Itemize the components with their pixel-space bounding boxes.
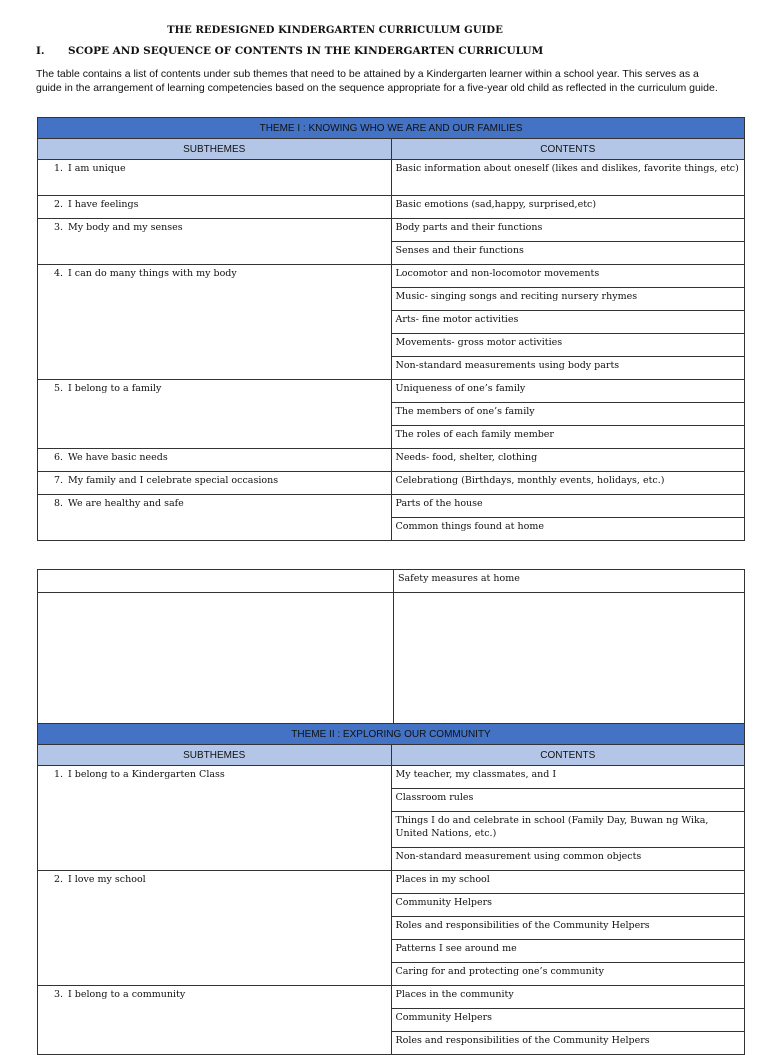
subtheme-number: 4. <box>54 268 64 279</box>
table-row <box>38 871 745 894</box>
subtheme-label: My body and my senses <box>68 222 183 233</box>
subtheme-label: I belong to a family <box>68 383 162 394</box>
content-cell: Body parts and their functions <box>391 219 745 242</box>
table-row <box>38 265 745 288</box>
content-cell: Classroom rules <box>391 789 745 812</box>
theme-2-header-row <box>38 745 745 766</box>
content-cell: Basic emotions (sad,happy, surprised,etc) <box>391 196 745 219</box>
subtheme-cell <box>38 593 394 724</box>
content-cell: Caring for and protecting one’s community <box>391 963 745 986</box>
subtheme-number: 7. <box>54 475 64 486</box>
content-cell: Movements- gross motor activities <box>391 334 745 357</box>
theme-1-body <box>38 160 745 541</box>
subtheme-cell <box>38 766 392 871</box>
theme-1-header-row <box>38 139 745 160</box>
content-cell: Safety measures at home <box>394 570 745 593</box>
subthemes-header: SUBTHEMES <box>38 139 392 160</box>
content-cell: Arts- fine motor activities <box>391 311 745 334</box>
content-cell: The members of one’s family <box>391 403 745 426</box>
section-heading <box>36 45 543 57</box>
subtheme-label: I am unique <box>68 163 126 174</box>
contents-header: CONTENTS <box>391 139 745 160</box>
content-cell: Non-standard measurement using common objects <box>391 848 745 871</box>
table-row <box>38 219 745 242</box>
content-cell: Things I do and celebrate in school (Family Day, Buwan ng Wika, United Nations, etc.) <box>391 812 745 848</box>
content-cell: Needs- food, shelter, clothing <box>391 449 745 472</box>
content-cell: Basic information about oneself (likes and dislikes, favorite things, etc) <box>391 160 745 196</box>
subtheme-label: My family and I celebrate special occasions <box>68 475 279 486</box>
content-cell: Patterns I see around me <box>391 940 745 963</box>
subtheme-label: I have feelings <box>68 199 139 210</box>
theme-2-title: THEME II : EXPLORING OUR COMMUNITY <box>38 724 745 745</box>
table-row <box>38 472 745 495</box>
subtheme-label: We are healthy and safe <box>68 498 184 509</box>
subtheme-number: 1. <box>54 769 64 780</box>
table-row <box>38 986 745 1009</box>
content-cell: Places in my school <box>391 871 745 894</box>
theme-2-table <box>37 723 745 1055</box>
subtheme-label: I belong to a Kindergarten Class <box>68 769 225 780</box>
content-cell: Community Helpers <box>391 1009 745 1032</box>
content-cell: My teacher, my classmates, and I <box>391 766 745 789</box>
intro-paragraph: The table contains a list of contents under sub themes that need to be attained by a Kindergarten learner within a school year. This serves as a guide in the arrangement of learning competencies based on the sequence appropriate for a five-year old child as reflected in the curriculum guide. <box>36 68 718 94</box>
subtheme-cell <box>38 472 392 495</box>
subtheme-cell <box>38 495 392 541</box>
subtheme-cell <box>38 196 392 219</box>
content-cell: Music- singing songs and reciting nursery rhymes <box>391 288 745 311</box>
table-row <box>38 160 745 196</box>
subtheme-number: 2. <box>54 874 64 885</box>
content-cell: Roles and responsibilities of the Community Helpers <box>391 1032 745 1055</box>
subtheme-number: 6. <box>54 452 64 463</box>
table-row <box>38 449 745 472</box>
theme-2-title-row <box>38 724 745 745</box>
subtheme-number: 2. <box>54 199 64 210</box>
content-cell: Locomotor and non-locomotor movements <box>391 265 745 288</box>
theme-2-body <box>38 766 745 1055</box>
subtheme-label: We have basic needs <box>68 452 168 463</box>
subtheme-cell <box>38 160 392 196</box>
content-cell: Senses and their functions <box>391 242 745 265</box>
content-cell: The roles of each family member <box>391 426 745 449</box>
subtheme-number: 3. <box>54 989 64 1000</box>
content-cell: Parts of the house <box>391 495 745 518</box>
table-row <box>38 495 745 518</box>
subtheme-cell <box>38 449 392 472</box>
content-cell: Uniqueness of one’s family <box>391 380 745 403</box>
content-cell: Roles and responsibilities of the Community Helpers <box>391 917 745 940</box>
subtheme-cell <box>38 570 394 593</box>
subtheme-number: 5. <box>54 383 64 394</box>
subtheme-cell <box>38 265 392 380</box>
content-cell: Places in the community <box>391 986 745 1009</box>
theme-1-table <box>37 117 745 541</box>
subtheme-label: I can do many things with my body <box>68 268 237 279</box>
section-number: I. <box>36 45 45 57</box>
subtheme-label: I love my school <box>68 874 146 885</box>
theme-1-title-row <box>38 118 745 139</box>
content-cell: Community Helpers <box>391 894 745 917</box>
section-title: SCOPE AND SEQUENCE OF CONTENTS IN THE KINDERGARTEN CURRICULUM <box>68 45 544 57</box>
subtheme-number: 1. <box>54 163 64 174</box>
table-row <box>38 570 745 593</box>
contents-header: CONTENTS <box>391 745 745 766</box>
continuation-table <box>37 569 745 724</box>
subtheme-cell <box>38 219 392 265</box>
table-row <box>38 766 745 789</box>
subthemes-header: SUBTHEMES <box>38 745 392 766</box>
subtheme-cell <box>38 380 392 449</box>
subtheme-number: 3. <box>54 222 64 233</box>
theme-1-title: THEME I : KNOWING WHO WE ARE AND OUR FAMILIES <box>38 118 745 139</box>
content-cell: Celebrationg (Birthdays, monthly events, holidays, etc.) <box>391 472 745 495</box>
table-row <box>38 196 745 219</box>
subtheme-label: I belong to a community <box>68 989 186 1000</box>
subtheme-cell <box>38 986 392 1055</box>
content-cell: Common things found at home <box>391 518 745 541</box>
content-cell: Non-standard measurements using body parts <box>391 357 745 380</box>
document-title: THE REDESIGNED KINDERGARTEN CURRICULUM GUIDE <box>167 25 503 36</box>
subtheme-cell <box>38 871 392 986</box>
content-cell <box>394 593 745 724</box>
table-row <box>38 380 745 403</box>
subtheme-number: 8. <box>54 498 64 509</box>
empty-row <box>38 593 745 724</box>
